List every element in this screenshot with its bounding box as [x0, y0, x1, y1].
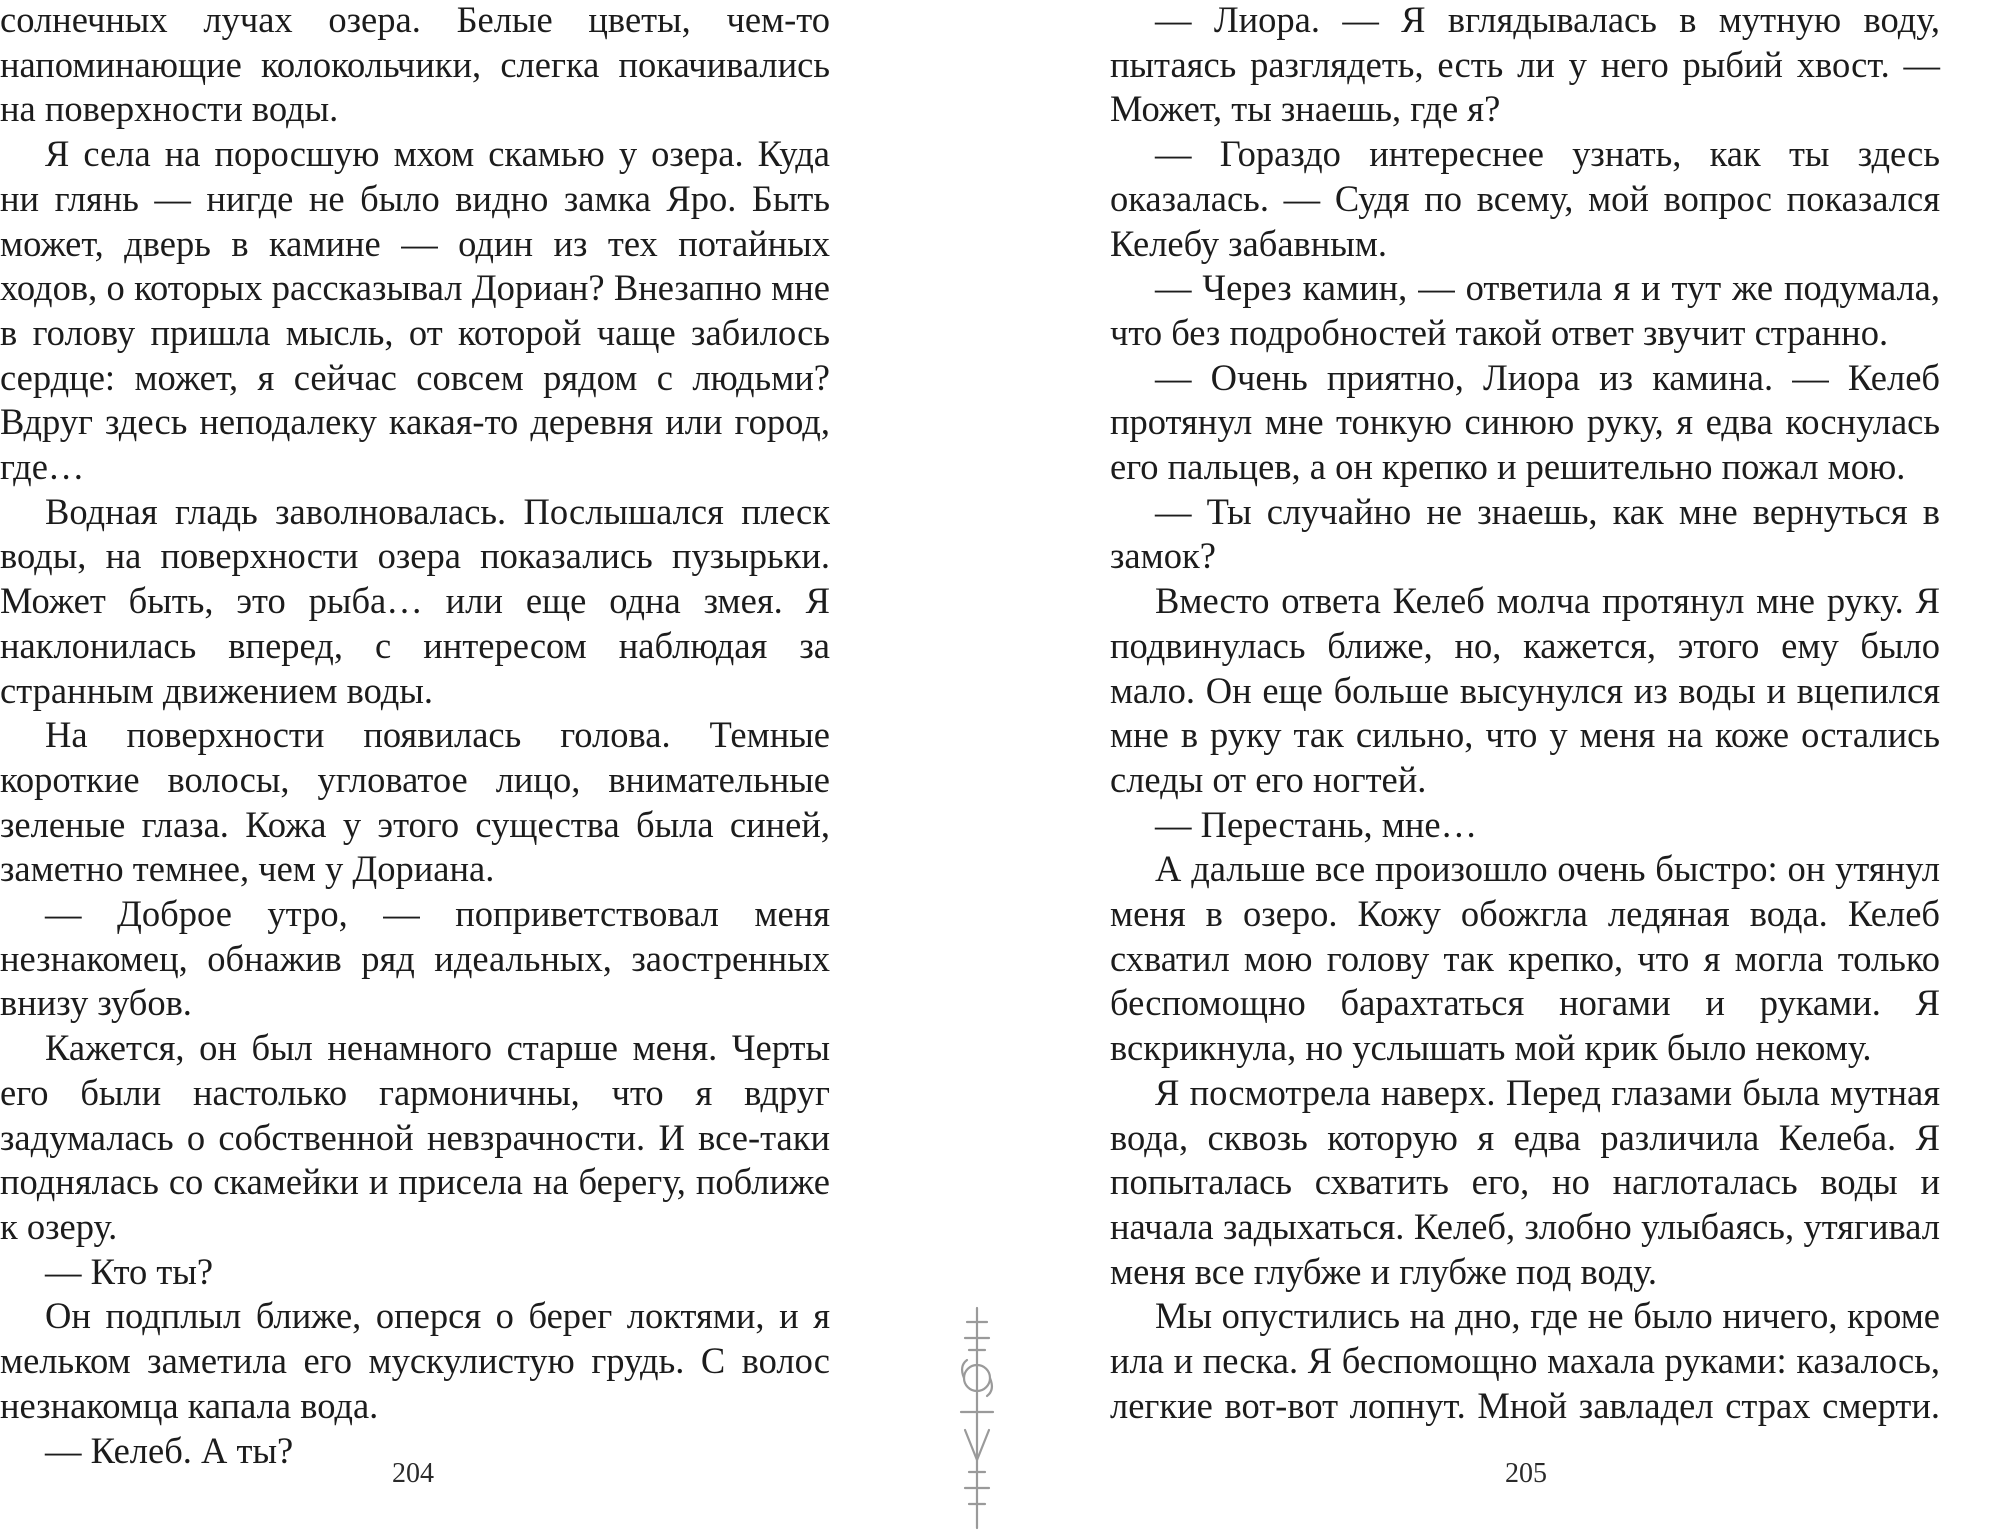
paragraph: Водная гладь заволновалась. Послышался плеск воды, на поверхности озера показались пузырьки. Может быть, это рыба… или еще одна змея. Я наклонилась вперед, с интересом наблюдая за странным движением воды.: [0, 490, 830, 711]
paragraph: На поверхности появилась голова. Темные короткие волосы, угловатое лицо, внимательные зеленые глаза. Кожа у этого существа была синей, заметно темнее, чем у Дориана.: [0, 714, 830, 890]
paragraph: — Келеб. А ты?: [45, 1429, 294, 1471]
runic-glyph-ornament-icon: [955, 1300, 1000, 1534]
paragraph: Кажется, он был ненамного старше меня. Черты его были настолько гармоничны, что я вдруг задумалась о собственной невзрачности. И все-таки поднялась со скамейки и присела на берегу, поближе к озеру.: [0, 1027, 830, 1247]
paragraph: — Через камин, — ответила я и тут же подумала, что без подробностей такой ответ звучит странно.: [1110, 267, 1940, 353]
left-page-text: [0, 0, 830, 1473]
right-page-text: [1110, 0, 1940, 1429]
paragraph: — Ты случайно не знаешь, как мне вернуться в замок?: [1110, 490, 1940, 577]
paragraph: Я посмотрела наверх. Перед глазами была мутная вода, сквозь которую я едва различила Келеба. Я попыталась схватить его, но наглоталась воды и начала задыхаться. Келеб, злобно улыбаясь, утягивал меня все глубже и глубже под воду.: [1110, 1071, 1940, 1292]
page-number: 204: [392, 1458, 434, 1489]
paragraph: — Перестань, мне…: [1155, 803, 1478, 845]
paragraph: Мы опустились на дно, где не было ничего, кроме ила и песка. Я беспомощно махала руками: казалось, легкие вот-вот лопнут. Мной завладел страх смерти.: [1110, 1295, 1940, 1426]
page-number: 205: [1505, 1458, 1547, 1489]
right-page: [1000, 0, 2000, 1534]
paragraph: — Кто ты?: [45, 1250, 214, 1292]
paragraph: — Гораздо интереснее узнать, как ты здесь оказалась. — Судя по всему, мой вопрос показался Келебу забавным.: [1110, 133, 1940, 264]
paragraph: — Лиора. — Я вглядывалась в мутную воду, пытаясь разглядеть, есть ли у него рыбий хвост. — Может, ты знаешь, где я?: [1110, 0, 1940, 130]
paragraph: солнечных лучах озера. Белые цветы, чем-то напоминающие колокольчики, слегка покачивались на поверхности воды.: [0, 0, 830, 130]
paragraph: — Доброе утро, — поприветствовал меня незнакомец, обнажив ряд идеальных, заостренных внизу зубов.: [0, 893, 830, 1024]
paragraph: — Очень приятно, Лиора из камина. — Келеб протянул мне тонкую синюю руку, я едва коснулась его пальцев, а он крепко и решительно пожал мою.: [1110, 356, 1940, 488]
paragraph: Он подплыл ближе, оперся о берег локтями, и я мельком заметила его мускулистую грудь. С волос незнакомца капала вода.: [0, 1295, 830, 1426]
paragraph: Вместо ответа Келеб молча протянул мне руку. Я подвинулась ближе, но, кажется, этого ему было мало. Он еще больше высунулся из воды и вцепился мне в руку так сильно, что у меня на коже остались следы от его ногтей.: [1110, 580, 1940, 800]
paragraph: Я села на поросшую мхом скамью у озера. Куда ни глянь — нигде не было видно замка Яро. Быть может, дверь в камине — один из тех потайных ходов, о которых рассказывал Дориан? Внезапно мне в голову пришла мысль, от которой чаще забилось сердце: может, я сейчас совсем рядом с людьми? Вдруг здесь неподалеку какая-то деревня или город, где…: [0, 133, 830, 488]
paragraph: А дальше все произошло очень быстро: он утянул меня в озеро. Кожу обожгла ледяная вода. Келеб схватил мою голову так крепко, что я могла только беспомощно барахтаться ногами и руками. Я вскрикнула, но услышать мой крик было некому.: [1110, 848, 1940, 1069]
